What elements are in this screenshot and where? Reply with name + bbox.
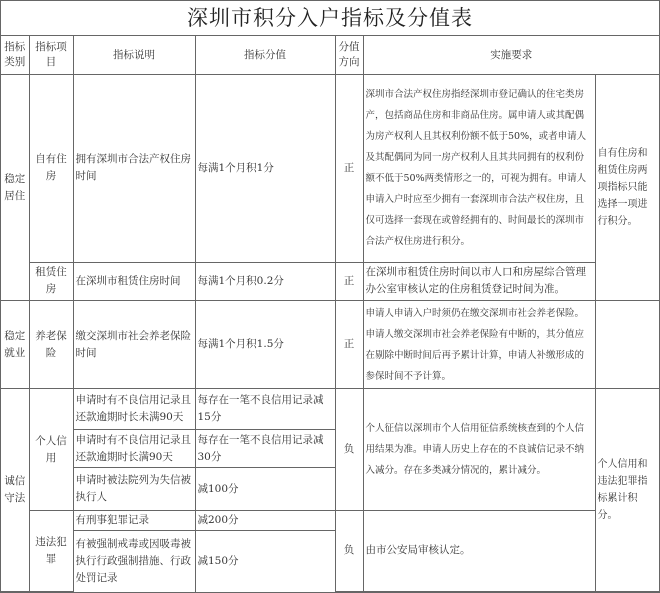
item-crime: 违法犯罪: [29, 510, 73, 591]
table-row: [1, 301, 659, 389]
integrity-side-note: 个人信用和违法犯罪指标累计积分。: [595, 389, 659, 592]
requirement-credit: 个人征信以深圳市个人信用征信系统核查到的个人信用结果为准。申请人历史上存在的不良诚信记录不纳入减分。存在多类减分情况的，累计减分。: [363, 389, 595, 511]
category-stable-employment: 稳定就业: [1, 301, 29, 389]
score-owned-housing: 每满1个月积1分: [195, 75, 335, 263]
requirement-owned-housing: 深圳市合法产权住房指经深圳市登记确认的住宅类房产，包括商品住房和非商品住房。属申请人或其配偶为房产权利人且其权利份额不低于50%，或者申请人及其配偶同为同一房产权利人且其共同拥有的权利份额不低于50%两类情形之一的，可视为拥有。申请人申请入户时应至少拥有一套深圳市合法产权住房，且仅可选择一套现在或曾经拥有的、时间最长的深圳市合法产权住房进行积分。: [363, 75, 595, 263]
score-credit-1: 每存在一笔不良信用记录减15分: [195, 389, 335, 430]
requirement-pension: 申请人申请入户时须仍在缴交深圳市社会养老保险。申请人缴交深圳市社会养老保险有中断的，其分值应在剔除中断时间后再予累计计算，申请人补缴形成的参保时间不予计算。: [363, 301, 595, 389]
item-owned-housing: 自有住房: [29, 75, 73, 263]
header-requirements: 实施要求: [363, 36, 659, 75]
direction-credit: 负: [335, 389, 363, 511]
desc-credit-3: 申请时被法院列为失信被执行人: [73, 468, 195, 511]
score-pension: 每满1个月积1.5分: [195, 301, 335, 389]
score-credit-3: 减100分: [195, 468, 335, 511]
header-row: [1, 36, 659, 75]
header-desc: 指标说明: [73, 36, 195, 75]
table-row: [1, 510, 659, 530]
score-credit-2: 每存在一笔不良信用记录减30分: [195, 429, 335, 468]
table-row: [1, 262, 659, 301]
item-credit: 个人信用: [29, 389, 73, 511]
category-stable-housing: 稳定居住: [1, 75, 29, 301]
score-table: [1, 36, 659, 592]
empty-cell: [595, 301, 659, 389]
desc-crime-2: 有被强制戒毒或因吸毒被执行行政强制措施、行政处罚记录: [73, 531, 195, 592]
category-integrity: 诚信守法: [1, 389, 29, 592]
requirement-crime: 由市公安局审核认定。: [363, 510, 595, 591]
desc-credit-2: 申请时有不良信用记录且还款逾期时长满90天: [73, 429, 195, 468]
direction-owned-housing: 正: [335, 75, 363, 263]
item-rented-housing: 租赁住房: [29, 262, 73, 301]
desc-owned-housing: 拥有深圳市合法产权住房时间: [73, 75, 195, 263]
table-row: [1, 75, 659, 263]
table-row: [1, 389, 659, 430]
header-category: 指标类别: [1, 36, 29, 75]
housing-side-note: 自有住房和租赁住房两项指标只能选择一项进行积分。: [595, 75, 659, 301]
desc-pension: 缴交深圳市社会养老保险时间: [73, 301, 195, 389]
header-item: 指标项目: [29, 36, 73, 75]
score-rented-housing: 每满1个月积0.2分: [195, 262, 335, 301]
desc-credit-1: 申请时有不良信用记录且还款逾期时长未满90天: [73, 389, 195, 430]
requirement-rented-housing: 在深圳市租赁住房时间以市人口和房屋综合管理办公室审核认定的住房租赁登记时间为准。: [363, 262, 595, 301]
desc-rented-housing: 在深圳市租赁住房时间: [73, 262, 195, 301]
desc-crime-1: 有刑事犯罪记录: [73, 510, 195, 530]
score-crime-1: 减200分: [195, 510, 335, 530]
header-direction: 分值方向: [335, 36, 363, 75]
header-score: 指标分值: [195, 36, 335, 75]
score-crime-2: 减150分: [195, 531, 335, 592]
item-pension: 养老保险: [29, 301, 73, 389]
direction-rented-housing: 正: [335, 262, 363, 301]
direction-pension: 正: [335, 301, 363, 389]
page-title: 深圳市积分入户指标及分值表: [1, 1, 659, 36]
direction-crime: 负: [335, 510, 363, 591]
